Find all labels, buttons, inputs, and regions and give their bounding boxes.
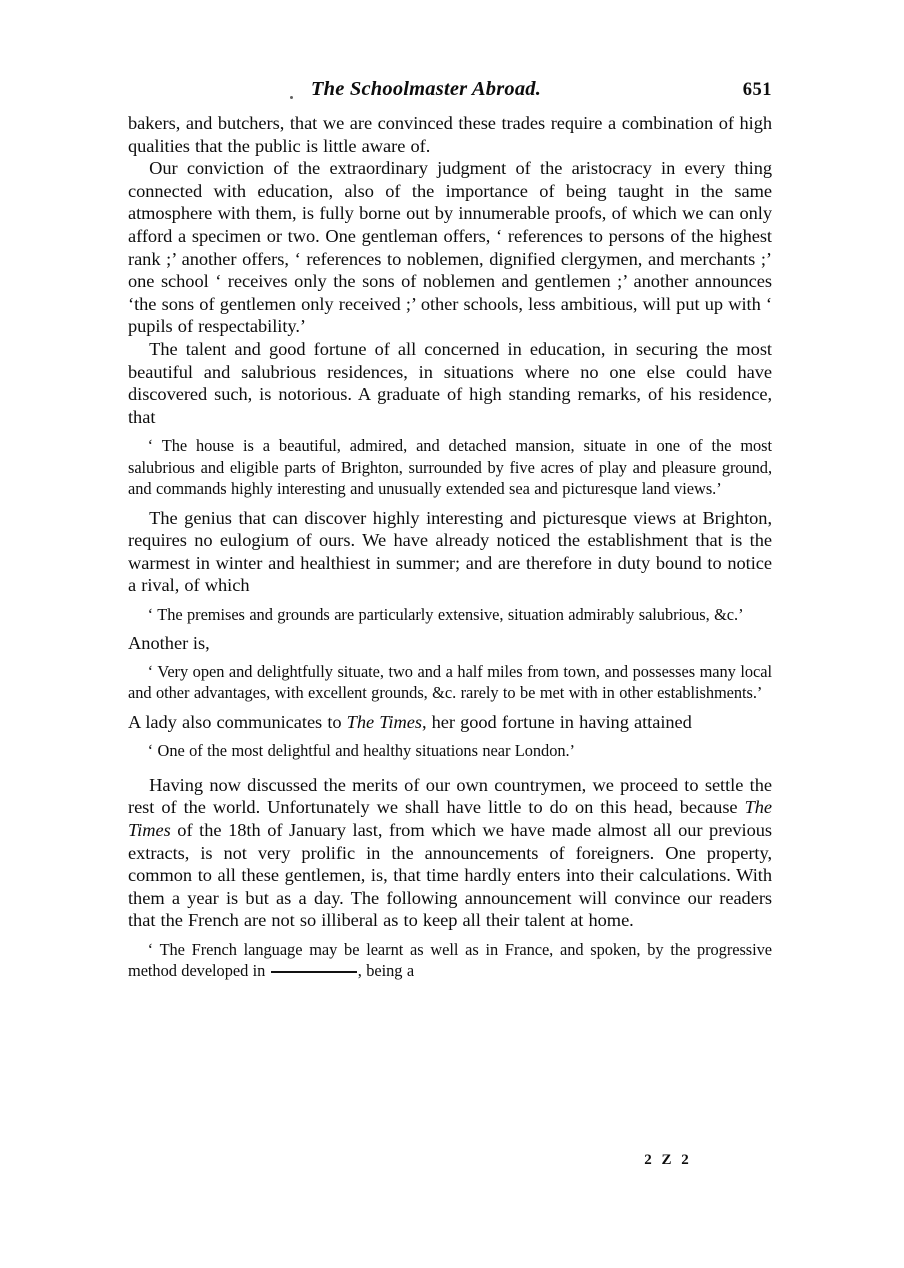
paragraph-having-now [128,774,772,932]
paragraph-having-tail: of the 18th of January last, from which we have made almost all our previous extracts, is not very prolific in the announcements of foreigners. One property, common to all these gentlemen, is, that time hardly enters into their calculations. With them a year is but as a day. The following announcement will convince our readers that the French are not so illiberal as to keep all their talent at home. [128,819,772,931]
paragraph-genius: The genius that can discover highly interesting and picturesque views at Brighton, requires no eulogium of ours. We have already noticed the establishment that is the warmest in winter and healthiest in summer; and are therefore in duty bound to notice a rival, of which [128,507,772,596]
paragraph-lady-times [128,711,772,734]
paragraph-having-lead: Having now discussed the merits of our own countrymen, we proceed to settle the rest of the world. Unfortunately we shall have little to do on this head, because [128,774,772,818]
extract-premises: ‘ The premises and grounds are particularly extensive, situation admirably salubrious, &c.’ [147,604,744,624]
paragraph-talent: The talent and good fortune of all concerned in education, in securing the most beautiful and salubrious residences, in situations where no one else could have discovered such, is notorious. A graduate of high standing remarks, of his residence, that [128,338,772,427]
signature-mark: 2 Z 2 [644,1152,692,1168]
page-number: 651 [742,80,772,100]
line-another-is: Another is, [128,633,210,654]
running-head-title: The Schoolmaster Abroad. [310,78,542,100]
paragraph-lady-tail: , her good fortune in having attained [421,711,692,732]
the-times-title-italic: The Times [346,711,422,732]
extract-french-lead: ‘ The French language may be learnt as well as in France, and spoken, by the progressive method developed in [128,939,772,981]
text-column [128,112,772,989]
paragraph-conviction: Our conviction of the extraordinary judgment of the aristocracy in every thing connected with education, also of the importance of being taught in the same atmosphere with them, is fully borne out by innumerable proofs, of which we can only afford a specimen or two. One gentleman offers, ‘ references to persons of the highest rank ;’ another offers, ‘ references to noblemen, dignified clergymen, and merchants ;’ one school ‘ receives only the sons of noblemen and gentlemen ;’ another announces ‘the sons of gentlemen only received ;’ other schools, less ambitious, will put up with ‘ pupils of respectability.’ [128,158,772,337]
extract-london: ‘ One of the most delightful and healthy situations near London.’ [147,741,575,761]
elided-name-rule [271,971,357,973]
extract-french-language [128,939,772,982]
paragraph-catchword: bakers, and butchers, that we are convinced these trades require a combination of high qualities that the public is little aware of. [128,113,772,156]
extract-french-tail: , being a [357,961,415,981]
extract-very-open: ‘ Very open and delightfully situate, two and a half miles from town, and possesses many local and other advantages, with excellent grounds, &c. rarely to be met with in other establishments.’ [128,661,772,703]
paragraph-lady-lead: A lady also communicates to [128,711,347,732]
running-head [128,78,772,108]
the-times-title-italic-2: The Times [128,797,772,840]
extract-house: ‘ The house is a beautiful, admired, and detached mansion, situate in one of the most salubrious and eligible parts of Brighton, surrounded by five acres of play and pleasure ground, and commands highly interesting and unusually extended sea and picturesque land views.’ [128,436,772,499]
